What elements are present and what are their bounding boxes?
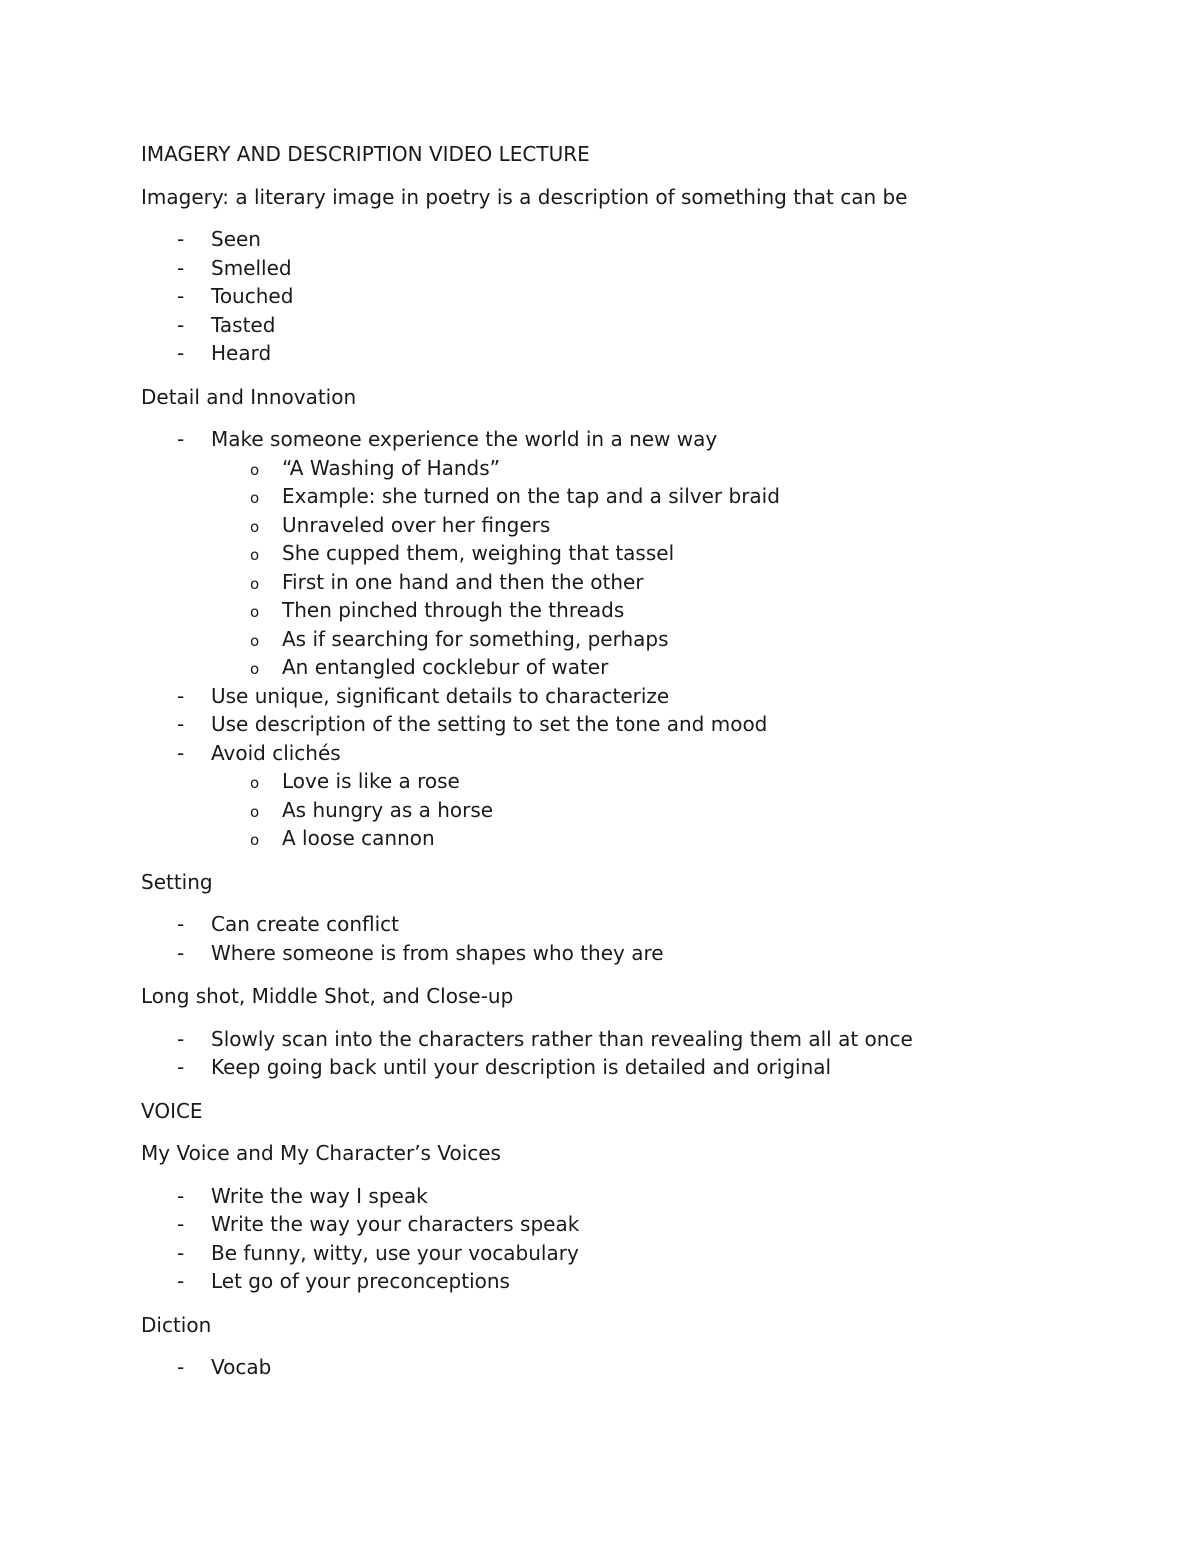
list-item: - Heard	[141, 339, 1101, 368]
list-item: - Slowly scan into the characters rather than revealing them all at once	[141, 1025, 1101, 1054]
dash-bullet: -	[177, 1355, 185, 1379]
circle-bullet: o	[250, 489, 260, 507]
list-item: - Tasted	[141, 311, 1101, 340]
circle-bullet: o	[250, 517, 260, 536]
sub-list-item: o She cupped them, weighing that tassel	[211, 539, 1101, 568]
list-item: - Seen	[141, 225, 1101, 254]
dash-bullet: -	[177, 740, 185, 765]
section-heading-setting: Setting	[141, 869, 213, 894]
list-item: - Write the way I speak	[141, 1182, 1101, 1211]
circle-bullet: o	[250, 603, 260, 621]
dash-bullet: -	[177, 284, 185, 308]
dash-bullet: -	[177, 1026, 185, 1051]
section-heading-voices: My Voice and My Character’s Voices	[141, 1141, 501, 1165]
sub-list-item: o A loose cannon	[211, 824, 1101, 853]
sub-list-item: o Example: she turned on the tap and a silver braid	[211, 482, 1101, 511]
list-item: - Use unique, significant details to characterize	[141, 682, 1101, 711]
sub-list-item: o As hungry as a horse	[211, 796, 1101, 825]
poem-example-list	[211, 454, 1101, 682]
section-heading-shots: Long shot, Middle Shot, and Close-up	[141, 984, 514, 1008]
list-item: - Let go of your preconceptions	[141, 1267, 1101, 1296]
cliche-list	[211, 767, 1101, 853]
sub-list-item: o As if searching for something, perhaps	[211, 625, 1101, 654]
circle-bullet: o	[250, 831, 260, 849]
diction-list	[141, 1353, 1101, 1382]
sub-list-item: o First in one hand and then the other	[211, 568, 1101, 597]
dash-bullet: -	[177, 427, 185, 451]
dash-bullet: -	[177, 312, 185, 337]
circle-bullet: o	[250, 631, 260, 650]
list-item: - Use description of the setting to set the tone and mood	[141, 710, 1101, 739]
document-page	[141, 140, 1101, 1397]
dash-bullet: -	[177, 1269, 185, 1293]
circle-bullet: o	[250, 460, 260, 479]
shots-list	[141, 1025, 1101, 1082]
imagery-senses-list	[141, 225, 1101, 368]
dash-bullet: -	[177, 341, 185, 365]
circle-bullet: o	[250, 574, 260, 593]
section-heading-diction: Diction	[141, 1312, 212, 1337]
section-heading-detail: Detail and Innovation	[141, 384, 357, 409]
document-title: IMAGERY AND DESCRIPTION VIDEO LECTURE	[141, 142, 590, 166]
imagery-intro: Imagery: a literary image in poetry is a description of something that can be	[141, 184, 908, 209]
dash-bullet: -	[177, 683, 185, 708]
circle-bullet: o	[250, 802, 260, 821]
list-item: - Vocab	[141, 1353, 1101, 1382]
list-item: - Make someone experience the world in a new way o “A Washing of Hands” o Example: she turned on the tap and a silver braid o Unraveled over her fingers o She cupped them, weighing that tassel o First in one hand and then the other o Then pinched through the threads o As if searching for something, perhaps o An entangled cocklebur of water	[141, 425, 1101, 682]
circle-bullet: o	[250, 660, 260, 678]
dash-bullet: -	[177, 912, 185, 936]
list-item: - Where someone is from shapes who they are	[141, 939, 1101, 968]
dash-bullet: -	[177, 1055, 185, 1079]
dash-bullet: -	[177, 940, 185, 965]
dash-bullet: -	[177, 1240, 185, 1265]
list-item: - Write the way your characters speak	[141, 1210, 1101, 1239]
list-item: - Touched	[141, 282, 1101, 311]
circle-bullet: o	[250, 546, 260, 564]
dash-bullet: -	[177, 227, 185, 251]
sub-list-item: o An entangled cocklebur of water	[211, 653, 1101, 682]
voices-list	[141, 1182, 1101, 1296]
circle-bullet: o	[250, 774, 260, 792]
section-heading-voice: VOICE	[141, 1098, 203, 1123]
setting-list	[141, 910, 1101, 967]
dash-bullet: -	[177, 1183, 185, 1208]
dash-bullet: -	[177, 255, 185, 280]
sub-list-item: o “A Washing of Hands”	[211, 454, 1101, 483]
list-item: - Keep going back until your description is detailed and original	[141, 1053, 1101, 1082]
sub-list-item: o Then pinched through the threads	[211, 596, 1101, 625]
dash-bullet: -	[177, 712, 185, 736]
dash-bullet: -	[177, 1212, 185, 1236]
sub-list-item: o Love is like a rose	[211, 767, 1101, 796]
list-item: - Be funny, witty, use your vocabulary	[141, 1239, 1101, 1268]
detail-list	[141, 425, 1101, 853]
list-item: - Avoid clichés o Love is like a rose o As hungry as a horse o A loose cannon	[141, 739, 1101, 853]
sub-list-item: o Unraveled over her fingers	[211, 511, 1101, 540]
list-item: - Smelled	[141, 254, 1101, 283]
list-item: - Can create conflict	[141, 910, 1101, 939]
